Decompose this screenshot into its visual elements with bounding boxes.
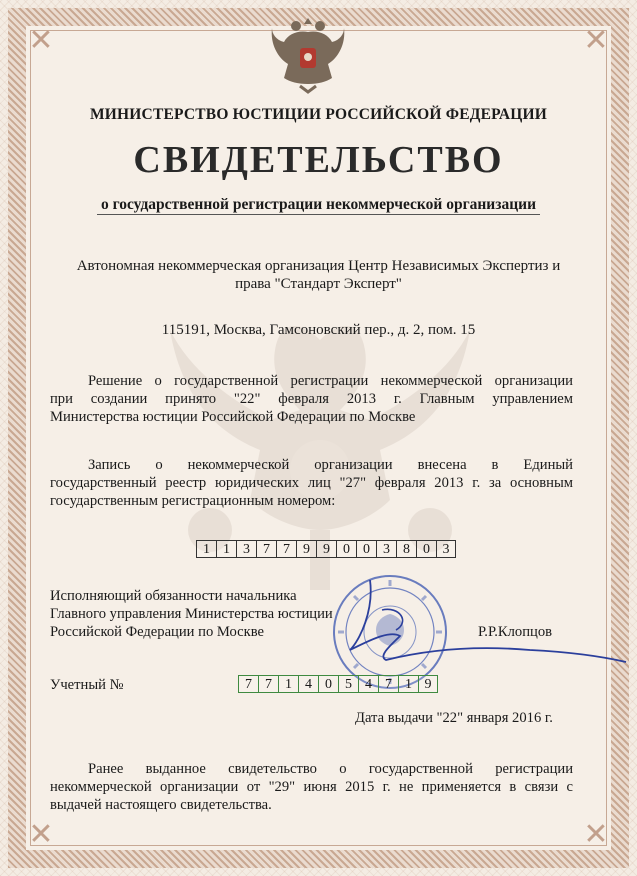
account-digit: 7 — [258, 675, 278, 693]
record-line: государственным регистрационным номером: — [50, 493, 336, 509]
ministry-heading: МИНИСТЕРСТВО ЮСТИЦИИ РОССИЙСКОЙ ФЕДЕРАЦИИ — [89, 106, 548, 123]
ogrn-digit: 7 — [276, 540, 296, 558]
ogrn-digit: 7 — [256, 540, 276, 558]
ogrn-digit: 0 — [416, 540, 436, 558]
account-digit: 7 — [378, 675, 398, 693]
ogrn-digit: 3 — [376, 540, 396, 558]
signatory-title-line2: Главного управления Министерства юстиции — [50, 606, 333, 622]
ogrn-digit: 1 — [196, 540, 216, 558]
organization-address: 115191, Москва, Гамсоновский пер., д. 2, пом. 15 — [161, 322, 476, 338]
account-number — [238, 675, 438, 693]
issue-date: Дата выдачи "22" января 2016 г. — [355, 710, 553, 726]
signatory-title-line1: Исполняющий обязанности начальника — [50, 588, 297, 604]
signatory-name: Р.Р.Клопцов — [478, 624, 553, 640]
ogrn-digit: 3 — [236, 540, 256, 558]
decision-line: Решение о государственной регистрации некоммерческой организации — [88, 373, 573, 389]
decision-paragraph — [50, 372, 573, 426]
corner-ornament: ✕ — [28, 24, 54, 57]
note-line: выдачей настоящего свидетельства. — [50, 797, 272, 813]
ogrn-digit: 3 — [436, 540, 456, 558]
account-digit: 4 — [298, 675, 318, 693]
organization-name-line2: права "Стандарт Эксперт" — [235, 276, 402, 292]
note-paragraph — [50, 760, 573, 814]
account-digit: 0 — [318, 675, 338, 693]
record-line: государственный реестр юридических лиц "27" февраля 2013 г. за основным — [50, 475, 573, 491]
organization-name-line1: Автономная некоммерческая организация Центр Независимых Экспертиз и — [76, 258, 561, 274]
corner-ornament: ✕ — [28, 818, 54, 851]
decision-line: при создании принято "22" февраля 2013 г. Главным управлением — [50, 391, 573, 407]
account-digit: 7 — [238, 675, 258, 693]
note-line: некоммерческой организации от "29" июня 2015 г. не применяется в связи с — [50, 779, 573, 795]
account-digit: 5 — [338, 675, 358, 693]
signature-icon — [330, 570, 630, 680]
ogrn-digit: 0 — [336, 540, 356, 558]
account-number-label: Учетный № — [50, 677, 124, 693]
note-line: Ранее выданное свидетельство о государственной регистрации — [88, 761, 573, 777]
corner-ornament: ✕ — [583, 818, 609, 851]
certificate-title: СВИДЕТЕЛЬСТВО — [133, 139, 504, 181]
decision-line: Министерства юстиции Российской Федерации по Москве — [50, 409, 416, 425]
coat-of-arms-icon — [270, 12, 346, 94]
account-digit: 1 — [398, 675, 418, 693]
certificate-subtitle — [0, 196, 637, 214]
account-digit: 4 — [358, 675, 378, 693]
ogrn-number — [196, 540, 456, 558]
corner-ornament: ✕ — [583, 24, 609, 57]
ogrn-digit: 9 — [296, 540, 316, 558]
record-line: Запись о некоммерческой организации внесена в Единый — [88, 457, 573, 473]
account-digit: 1 — [278, 675, 298, 693]
subtitle-text: о государственной регистрации некоммерческой организации — [97, 196, 540, 215]
ogrn-digit: 9 — [316, 540, 336, 558]
account-digit: 9 — [418, 675, 438, 693]
signatory-title-line3: Российской Федерации по Москве — [50, 624, 265, 640]
ogrn-digit: 0 — [356, 540, 376, 558]
ogrn-digit: 8 — [396, 540, 416, 558]
ogrn-digit: 1 — [216, 540, 236, 558]
record-paragraph — [50, 456, 573, 510]
